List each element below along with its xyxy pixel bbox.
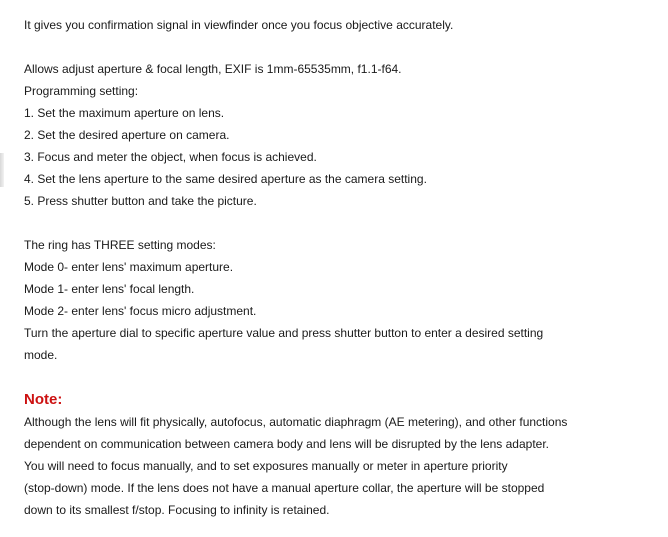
modes-instruction: mode. bbox=[24, 348, 58, 362]
spacer bbox=[24, 36, 654, 58]
mode-item: Mode 2- enter lens' focus micro adjustment. bbox=[24, 304, 257, 318]
modes-instruction: Turn the aperture dial to specific aperture value and press shutter button to enter a desired setting bbox=[24, 326, 544, 340]
left-edge-artifact bbox=[0, 153, 4, 187]
note-heading: Note: bbox=[24, 391, 63, 408]
programming-step: 5. Press shutter button and take the picture. bbox=[24, 194, 257, 208]
note-line: dependent on communication between camera body and lens will be disrupted by the lens adapter. bbox=[24, 437, 550, 451]
note-line: (stop-down) mode. If the lens does not have a manual aperture collar, the aperture will be stopped bbox=[24, 481, 545, 495]
mode-item: Mode 0- enter lens' maximum aperture. bbox=[24, 260, 234, 274]
programming-step: 2. Set the desired aperture on camera. bbox=[24, 128, 230, 142]
programming-step: 4. Set the lens aperture to the same desired aperture as the camera setting. bbox=[24, 172, 427, 186]
note-line: Although the lens will fit physically, autofocus, automatic diaphragm (AE metering), and other functions bbox=[24, 415, 568, 429]
confirmation-text: It gives you confirmation signal in viewfinder once you focus objective accurately. bbox=[24, 18, 454, 32]
programming-step: 1. Set the maximum aperture on lens. bbox=[24, 106, 225, 120]
note-line: You will need to focus manually, and to set exposures manually or meter in aperture priority bbox=[24, 459, 508, 473]
aperture-adjust-text: Allows adjust aperture & focal length, EXIF is 1mm-65535mm, f1.1-f64. bbox=[24, 62, 402, 76]
spacer bbox=[24, 366, 654, 388]
modes-intro: The ring has THREE setting modes: bbox=[24, 238, 216, 252]
programming-step: 3. Focus and meter the object, when focus is achieved. bbox=[24, 150, 317, 164]
programming-label: Programming setting: bbox=[24, 84, 139, 98]
mode-item: Mode 1- enter lens' focal length. bbox=[24, 282, 195, 296]
spacer bbox=[24, 212, 654, 234]
note-line: down to its smallest f/stop. Focusing to infinity is retained. bbox=[24, 503, 330, 517]
product-description bbox=[24, 14, 654, 521]
